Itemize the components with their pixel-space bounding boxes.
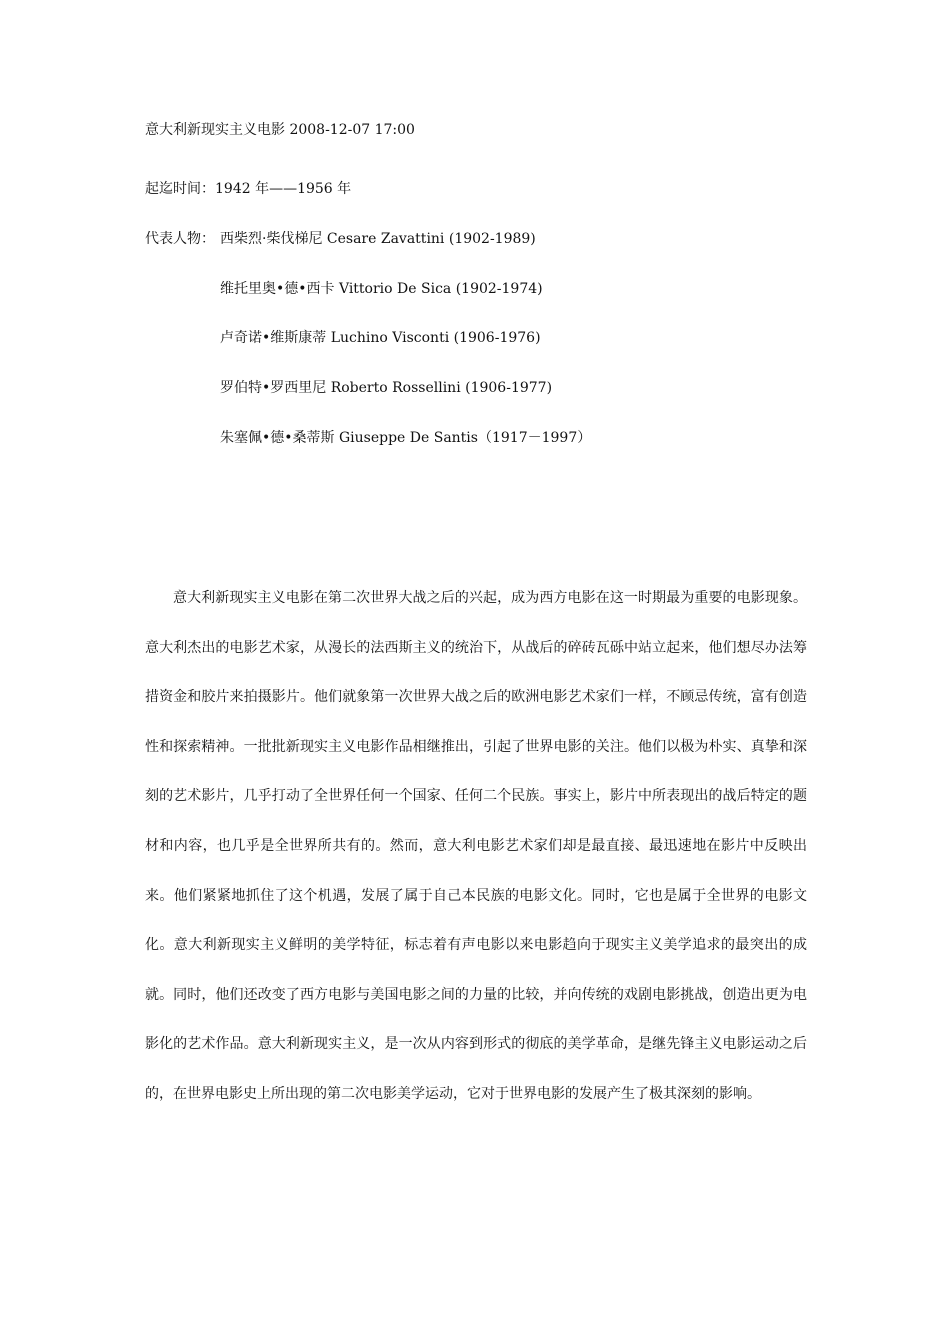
representative-person: 朱塞佩•德•桑蒂斯 Giuseppe De Santis（1917－1997） — [220, 430, 592, 446]
representative-person: 西柴烈·柴伐梯尼 Cesare Zavattini (1902-1989) — [220, 231, 536, 247]
document-title-line: 意大利新现实主义电影 2008-12-07 17:00 — [145, 122, 415, 138]
representative-person: 维托里奥•德•西卡 Vittorio De Sica (1902-1974) — [220, 281, 543, 297]
representatives-label: 代表人物： — [145, 231, 215, 247]
representative-person: 卢奇诺•维斯康蒂 Luchino Visconti (1906-1976) — [220, 330, 541, 346]
period-line: 起迄时间：1942 年——1956 年 — [145, 181, 352, 197]
representative-person: 罗伯特•罗西里尼 Roberto Rossellini (1906-1977) — [220, 380, 553, 396]
body-paragraph: 意大利新现实主义电影在第二次世界大战之后的兴起，成为西方电影在这一时期最为重要的电影现象。意大利杰出的电影艺术家，从漫长的法西斯主义的统治下，从战后的碎砖瓦砾中站立起来，他们想尽办法筹措资金和胶片来拍摄影片。他们就象第一次世界大战之后的欧洲电影艺术家们一样，不顾忌传统，富有创造性和探索精神。一批批新现实主义电影作品相继推出，引起了世界电影的关注。他们以极为朴实、真挚和深刻的艺术影片，几乎打动了全世界任何一个国家、任何二个民族。事实上，影片中所表现出的战后特定的题材和内容，也几乎是全世界所共有的。然而，意大利电影艺术家们却是最直接、最迅速地在影片中反映出来。他们紧紧地抓住了这个机遇，发展了属于自己本民族的电影文化。同时，它也是属于全世界的电影文化。意大利新现实主义鲜明的美学特征，标志着有声电影以来电影趋向于现实主义美学追求的最突出的成就。同时，他们还改变了西方电影与美国电影之间的力量的比较，并向传统的戏剧电影挑战，创造出更为电影化的艺术作品。意大利新现实主义，是一次从内容到形式的彻底的美学革命，是继先锋主义电影运动之后的，在世界电影史上所出现的第二次电影美学运动，它对于世界电影的发展产生了极其深刻的影响。 — [145, 590, 807, 1102]
